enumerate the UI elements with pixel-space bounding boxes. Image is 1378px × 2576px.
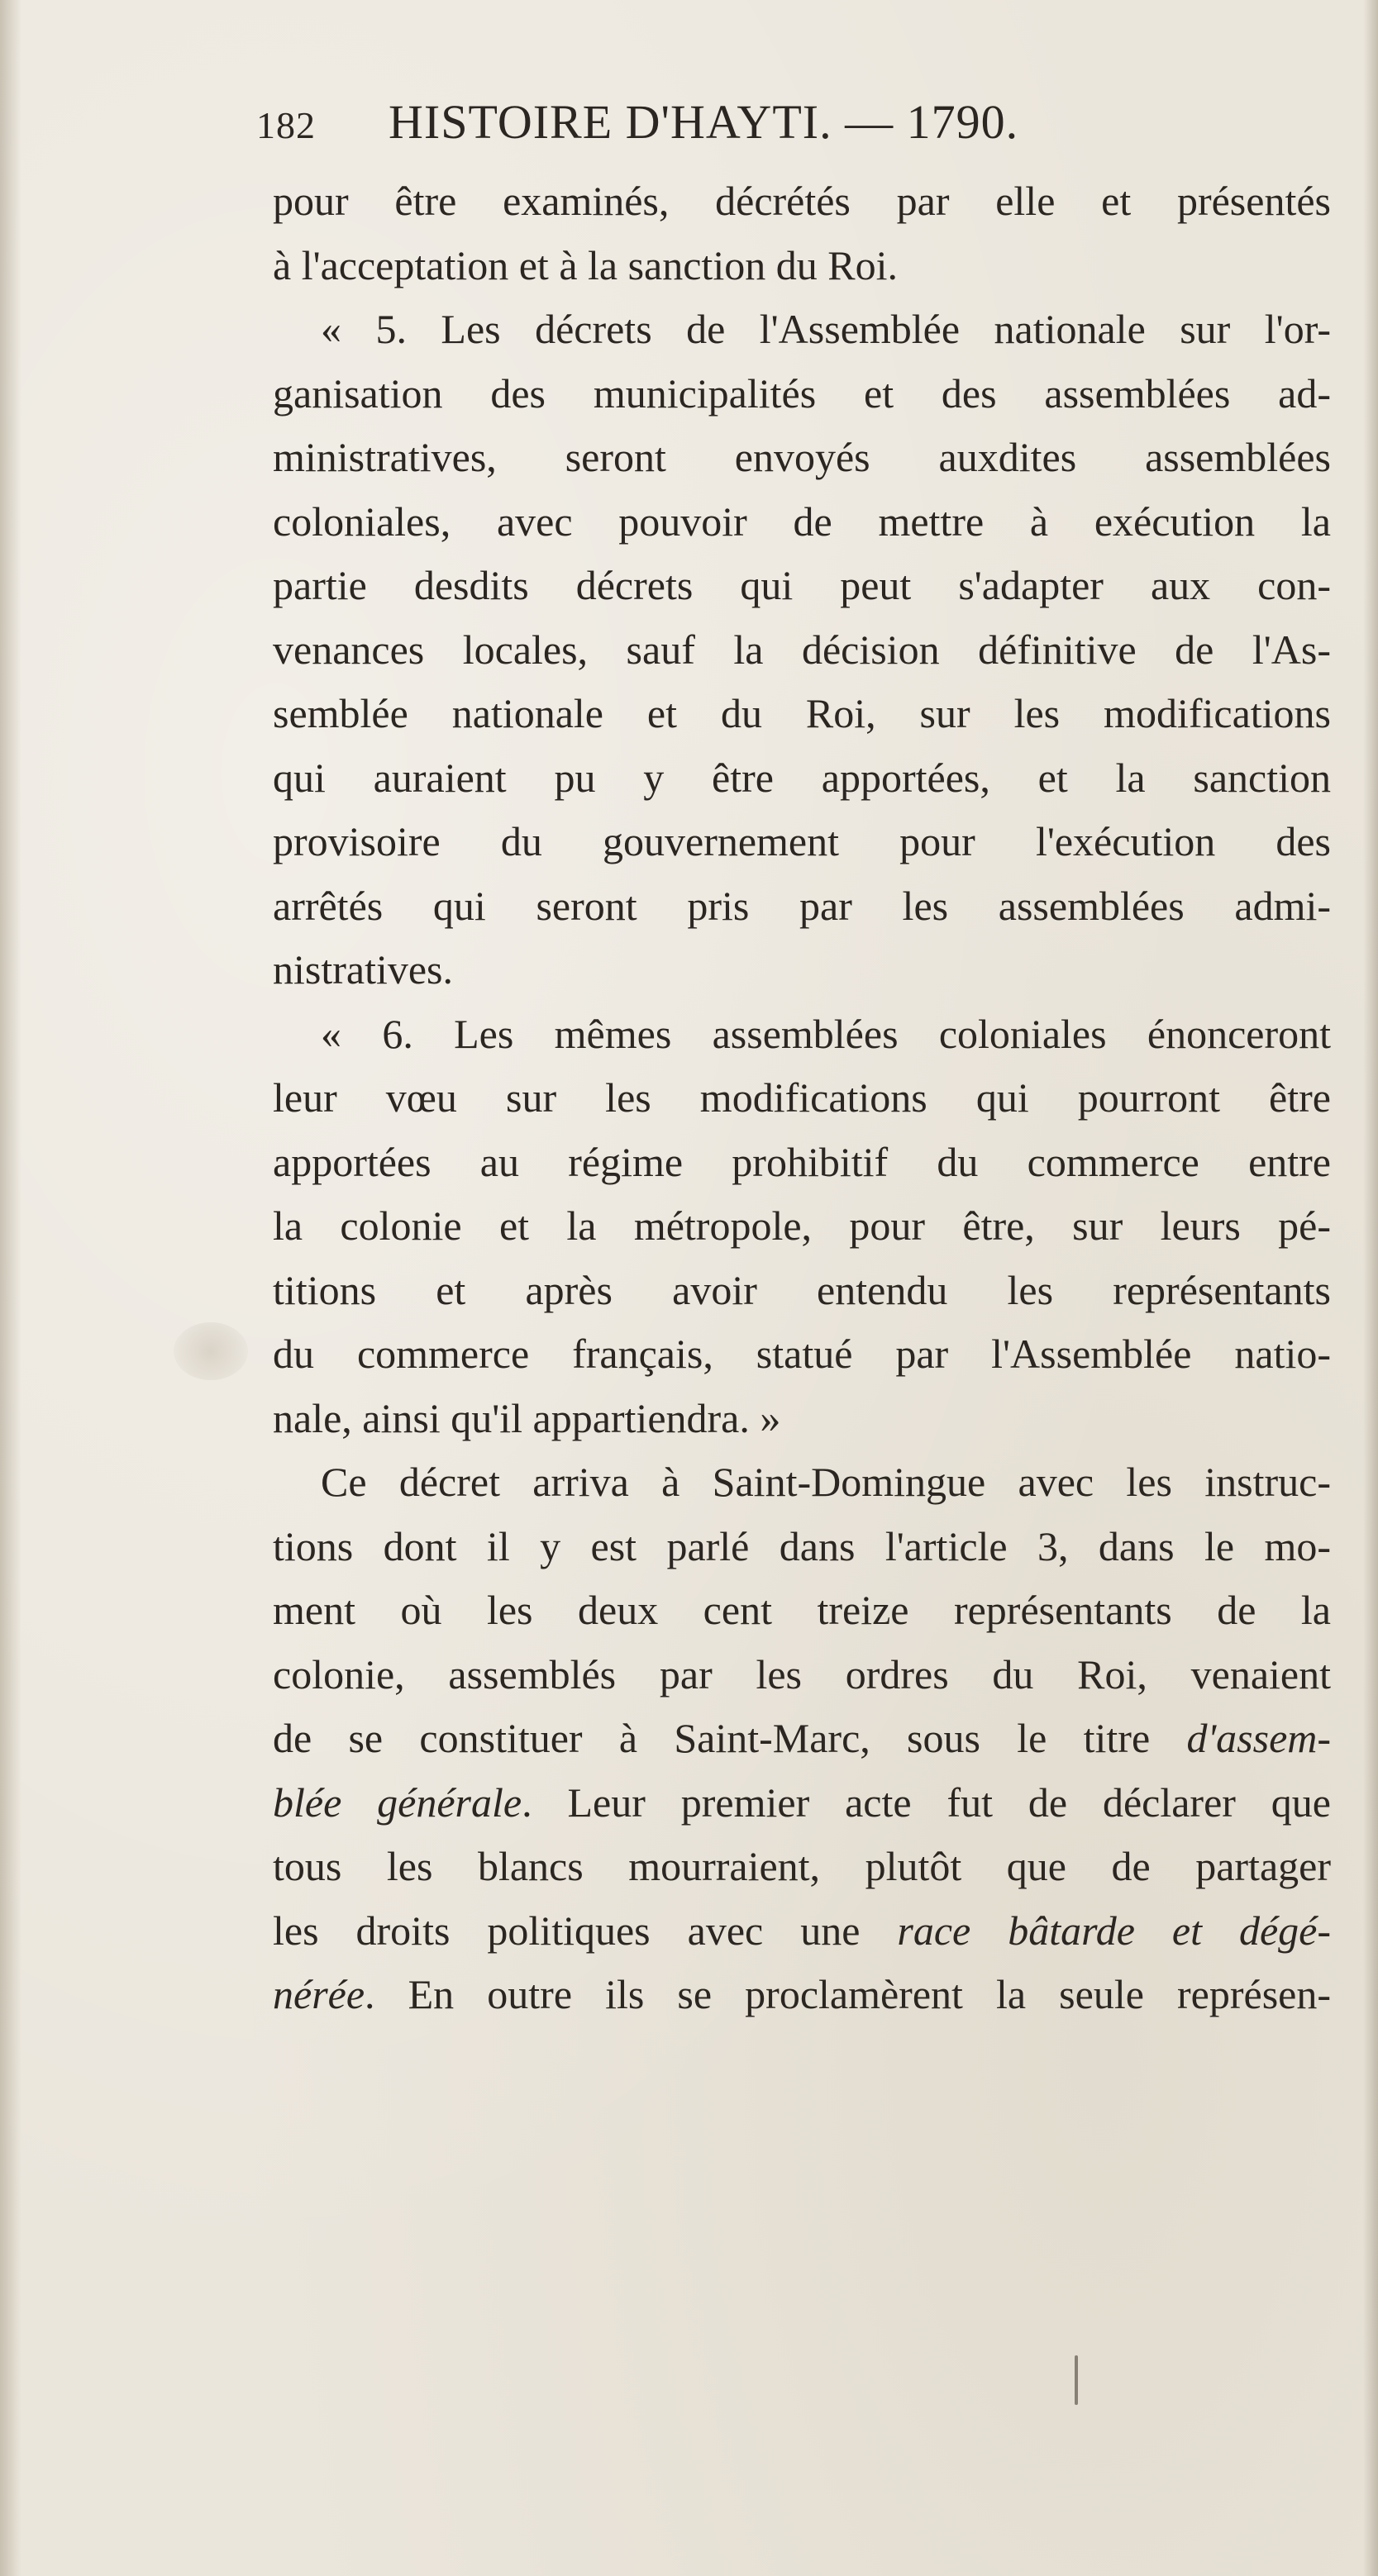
text-span: les droits politiques avec une [273,1907,861,1954]
paper-stain [174,1322,248,1380]
text-line: qui auraient pu y être apportées, et la sanction [273,754,1331,801]
page-number: 182 [256,104,316,146]
ink-mark [1075,2355,1078,2405]
text-line: nale, ainsi qu'il appartiendra. » [273,1394,781,1441]
text-line [273,1707,1331,1771]
text-line: tions dont il y est parlé dans l'article 3, dans le mo- [273,1522,1331,1569]
text-span: . Leur premier acte fut de déclarer que [522,1778,1331,1826]
text-line: coloniales, avec pouvoir de mettre à exécution la [273,498,1331,545]
page-edge-shadow-left [0,0,21,2576]
italic-span: d'assem- [1186,1715,1331,1761]
text-line: provisoire du gouvernement pour l'exécution des [273,818,1331,864]
text-line: ganisation des municipalités et des assemblées ad- [273,369,1331,417]
text-line [273,1771,1331,1836]
text-line: colonie, assemblés par les ordres du Roi, venaient [273,1650,1331,1697]
text-line: nistratives. [273,946,454,993]
italic-span: nérée [273,1971,365,2017]
page-edge-shadow-right [1363,0,1378,2576]
article-6-line: « 6. Les mêmes assemblées coloniales énonceront [321,1010,1331,1057]
text-line: pour être examinés, décrétés par elle et présentés [273,178,1331,224]
text-line [273,1963,1331,2027]
text-line: ment où les deux cent treize représentants de la [273,1587,1331,1633]
text-line: leur vœu sur les modifications qui pourront être [273,1074,1331,1121]
text-span: de se constituer à Saint-Marc, sous le titre [273,1715,1151,1761]
text-line [273,1899,1331,1964]
text-line: titions et après avoir entendu les représentants [273,1266,1331,1313]
text-line: semblée nationale et du Roi, sur les modifications [273,690,1331,736]
text-line: partie desdits décrets qui peut s'adapter aux con- [273,562,1331,608]
running-head [256,89,1166,155]
text-line: arrêtés qui seront pris par les assemblées admi- [273,882,1331,929]
body-text [273,169,1331,2027]
text-line: la colonie et la métropole, pour être, sur leurs pé- [273,1202,1331,1249]
text-line: à l'acceptation et à la sanction du Roi. [273,241,898,288]
text-line: ministratives, seront envoyés auxdites assemblées [273,434,1331,480]
text-span: . En outre ils se proclamèrent la seule représen- [365,1971,1331,2017]
running-title: HISTOIRE D'HAYTI. — 1790. [389,95,1019,149]
article-5-line: « 5. Les décrets de l'Assemblée nationale sur l'or- [321,306,1331,352]
text-line: venances locales, sauf la décision définitive de l'As- [273,626,1331,673]
text-line: tous les blancs mourraient, plutôt que de partager [273,1843,1331,1889]
text-line: du commerce français, statué par l'Assemblée natio- [273,1331,1331,1377]
italic-span: race bâtarde et dégé- [897,1907,1331,1954]
italic-span: blée générale [273,1778,522,1826]
text-line: apportées au régime prohibitif du commerce entre [273,1138,1331,1185]
paragraph-start-line: Ce décret arriva à Saint-Domingue avec les instruc- [321,1459,1331,1505]
